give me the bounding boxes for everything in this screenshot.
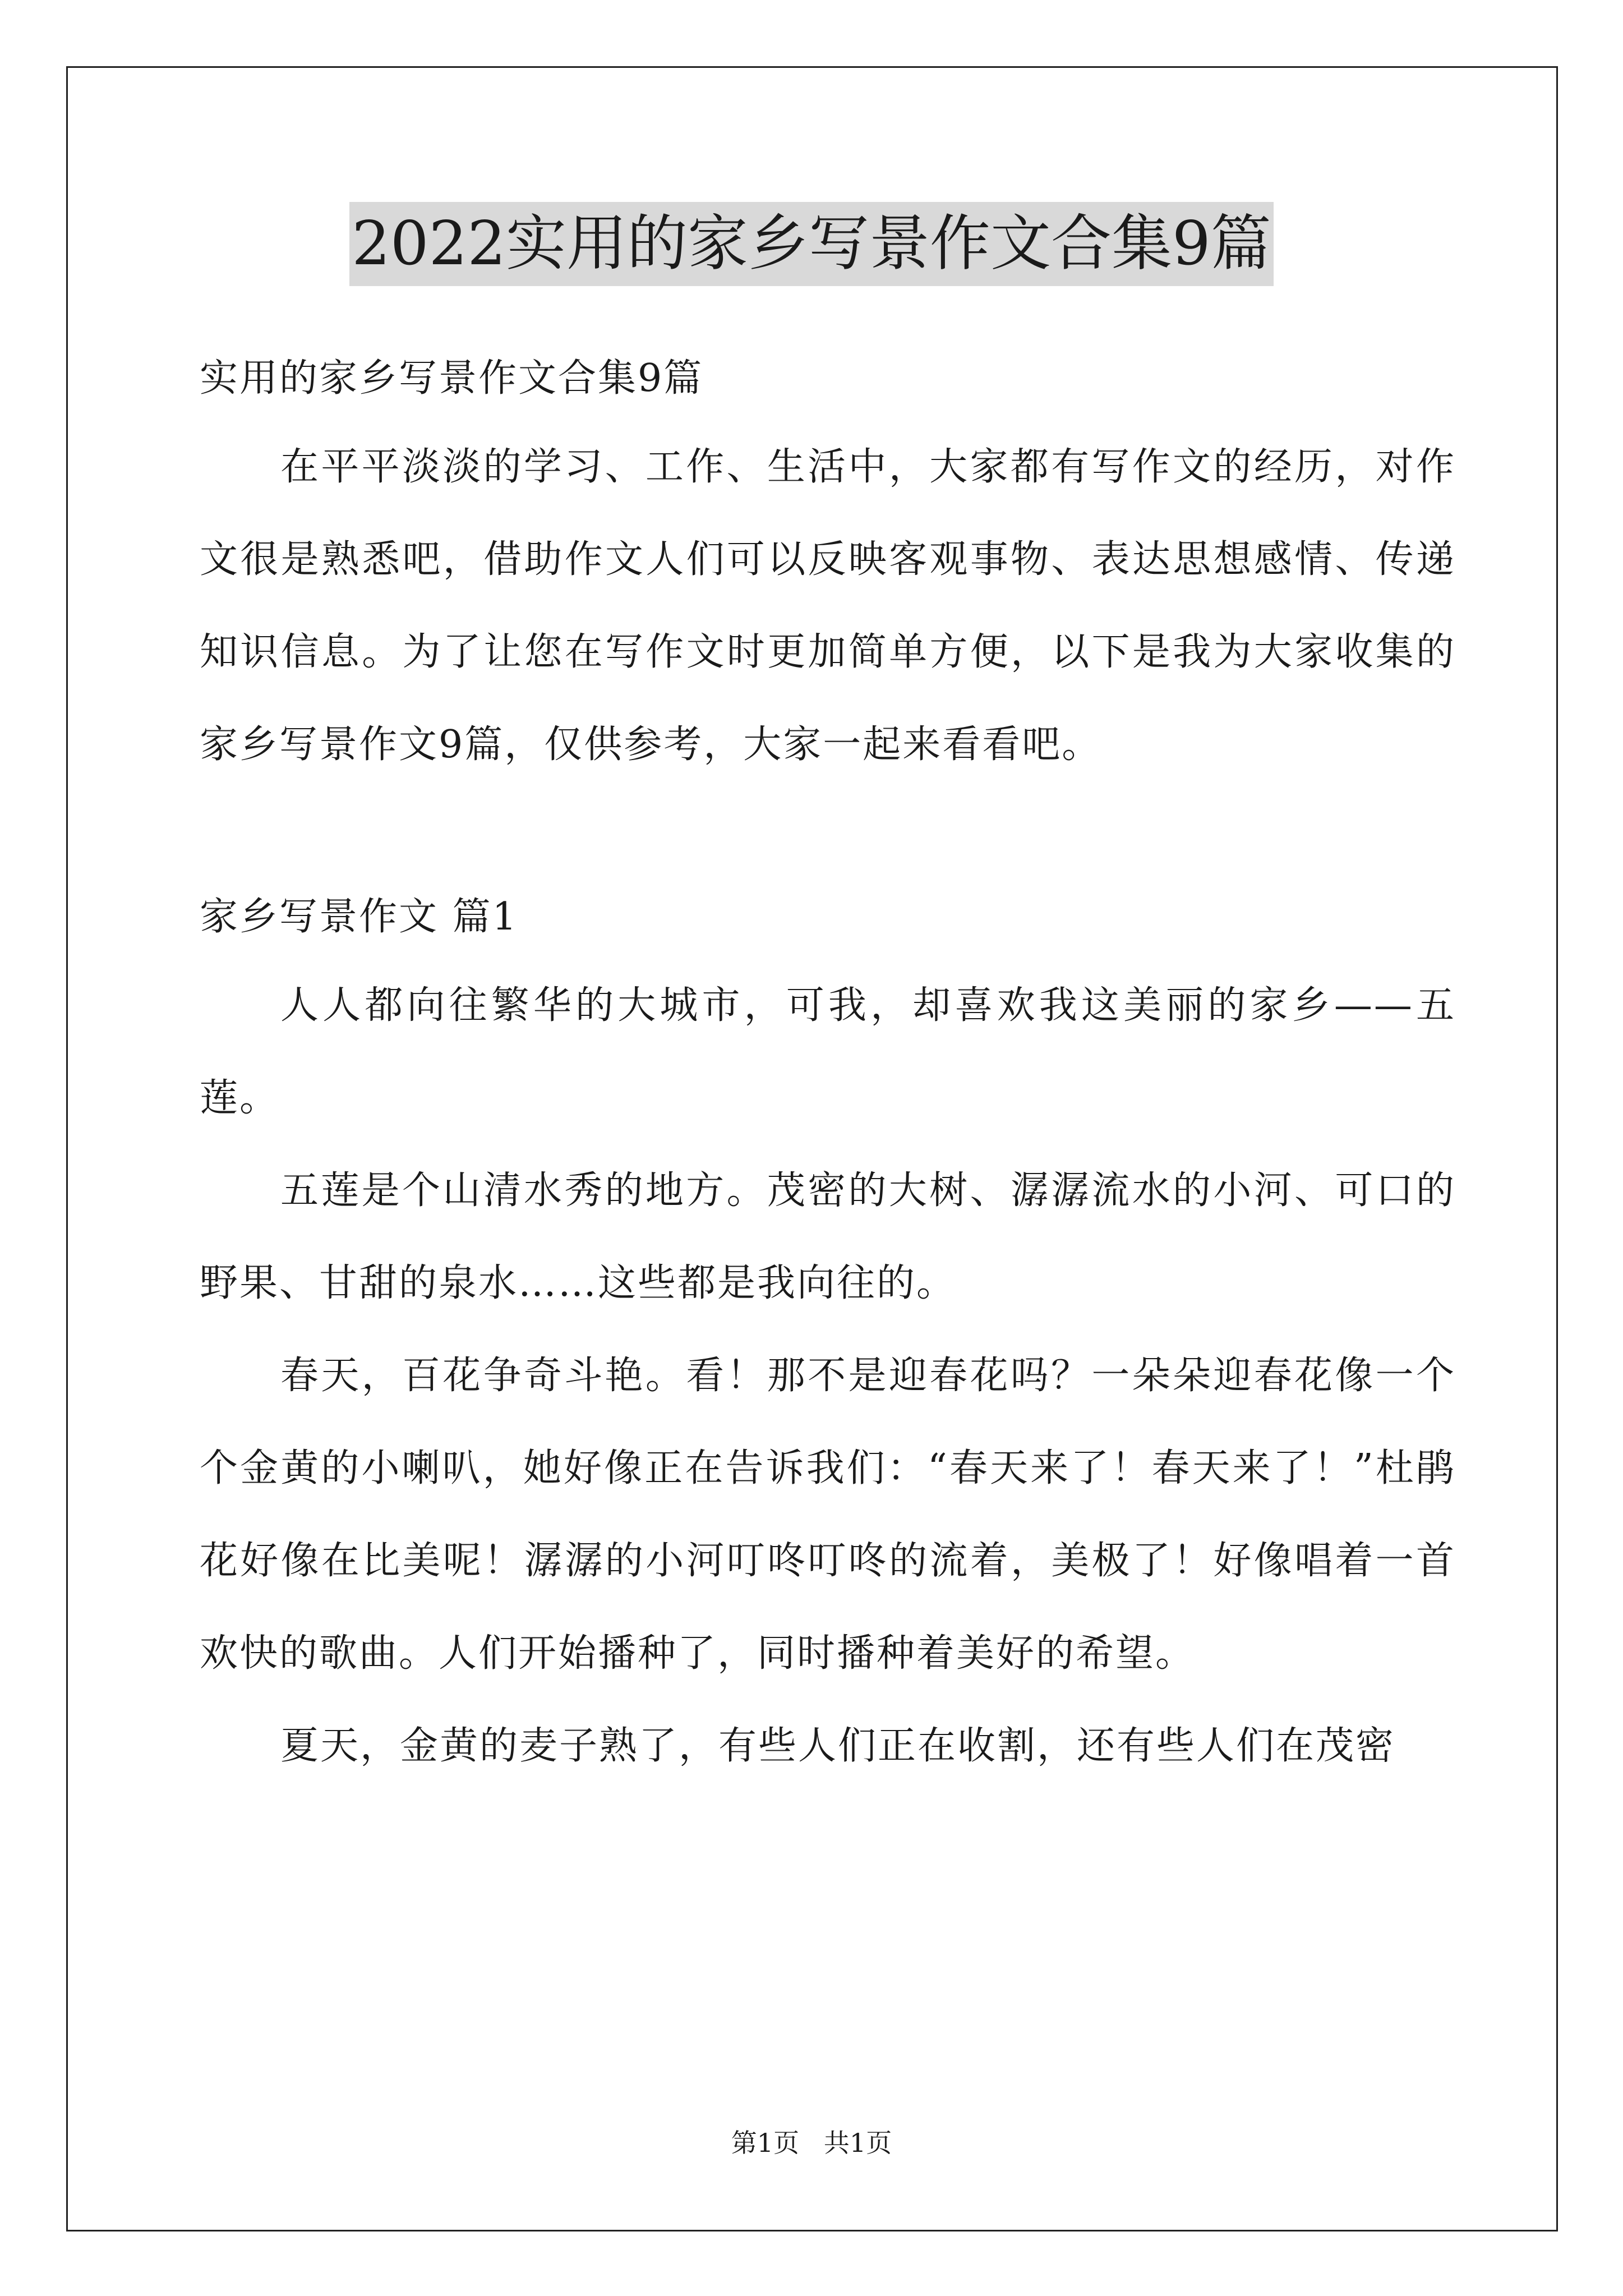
- body-paragraph: 夏天，金黄的麦子熟了，有些人们正在收割，还有些人们在茂密: [280, 1724, 1396, 1768]
- document-title-wrapper: [0, 202, 1623, 286]
- intro-paragraph: 在平平淡淡的学习、工作、生活中，大家都有写作文的经历，对作文很是熟悉吧，借助作文人们可以反映客观事物、表达思想感情、传递知识信息。为了让您在写作文时更加简单方便，以下是我为大家收集的家乡写景作文9篇，仅供参考，大家一起来看看吧。: [200, 445, 1456, 767]
- body-paragraph: 五莲是个山清水秀的地方。茂密的大树、潺潺流水的小河、可口的野果、甘甜的泉水……这些都是我向往的。: [200, 1168, 1456, 1305]
- document-subtitle: 实用的家乡写景作文合集9篇: [200, 356, 704, 401]
- document-body: [200, 337, 1456, 1792]
- page-footer: 第1页 共1页: [731, 2128, 892, 2158]
- body-paragraph: 春天，百花争奇斗艳。看！那不是迎春花吗？一朵朵迎春花像一个个金黄的小喇叭，她好像正在告诉我们：“春天来了！春天来了！”杜鹃花好像在比美呢！潺潺的小河叮咚叮咚的流着，美极了！好像唱着一首欢快的歌曲。人们开始播种了，同时播种着美好的希望。: [200, 1354, 1456, 1676]
- section-title: 家乡写景作文 篇1: [200, 895, 518, 939]
- document-title: 2022实用的家乡写景作文合集9篇: [349, 202, 1274, 286]
- section-spacer: [200, 791, 1456, 875]
- body-paragraph: 人人都向往繁华的大城市，可我，却喜欢我这美丽的家乡——五莲。: [200, 983, 1456, 1120]
